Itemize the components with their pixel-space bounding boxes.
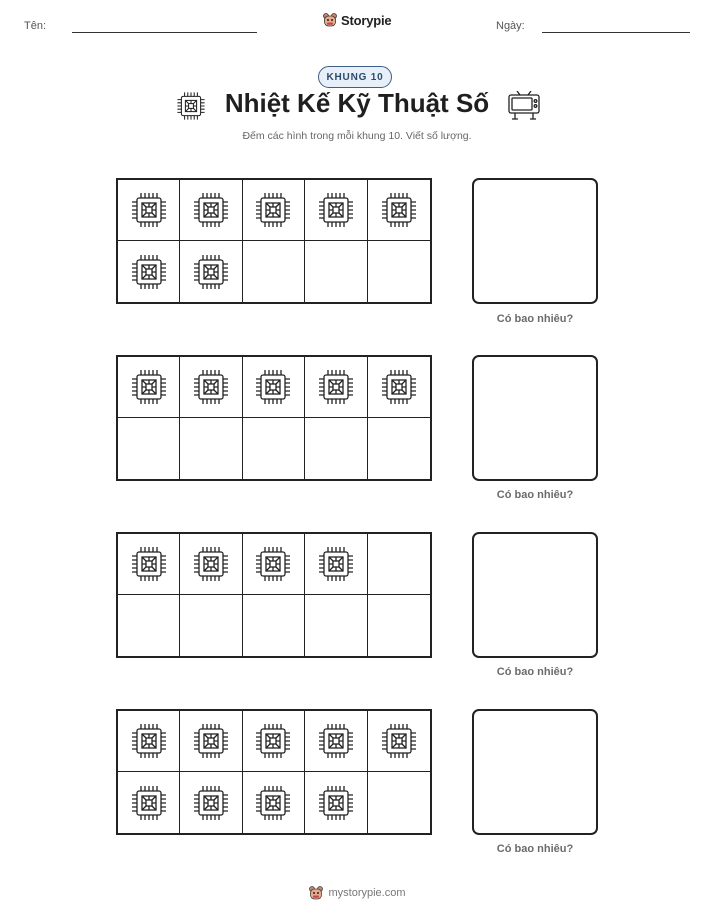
ten-frame-cell (118, 772, 180, 833)
ten-frame-cell (180, 595, 242, 656)
date-line[interactable] (542, 32, 690, 33)
question-label-3: Có bao nhiêu? (496, 666, 574, 678)
ten-frame-cell (305, 418, 367, 479)
chip-icon (379, 367, 419, 407)
name-line[interactable] (72, 32, 257, 33)
ten-frame-1 (116, 178, 432, 304)
ten-frame-cell (243, 595, 305, 656)
ten-frame-cell (243, 418, 305, 479)
answer-box-3[interactable] (472, 532, 598, 658)
ten-frame-cell (368, 418, 430, 479)
ten-frame-4 (116, 709, 432, 835)
answer-box-2[interactable] (472, 355, 598, 481)
ten-frame-cell (305, 772, 367, 833)
ten-frame-cell (368, 534, 430, 595)
ten-frame-cell (368, 241, 430, 302)
chip-icon (253, 783, 293, 823)
brand-logo (322, 12, 391, 28)
chip-icon (379, 190, 419, 230)
ten-frame-cell (180, 357, 242, 418)
ten-frame-cell (180, 180, 242, 241)
ten-frame-cell (243, 772, 305, 833)
ten-frame-cell (305, 711, 367, 772)
name-label: Tên: (24, 20, 47, 32)
chip-icon (316, 367, 356, 407)
ten-frame-cell (118, 357, 180, 418)
ten-frame-cell (305, 357, 367, 418)
tv-icon (506, 91, 542, 123)
storypie-mascot-icon (308, 885, 324, 901)
answer-box-1[interactable] (472, 178, 598, 304)
ten-frame-3 (116, 532, 432, 658)
chip-icon (129, 252, 169, 292)
ten-frame-cell (180, 418, 242, 479)
ten-frame-cell (180, 711, 242, 772)
chip-icon (316, 190, 356, 230)
ten-frame-cell (368, 357, 430, 418)
chip-icon (253, 721, 293, 761)
brand-name: Storypie (341, 12, 392, 28)
chip-icon (191, 190, 231, 230)
ten-frame-cell (305, 534, 367, 595)
chip-icon (316, 783, 356, 823)
chip-icon (253, 544, 293, 584)
footer (0, 885, 714, 901)
ten-frame-cell (118, 595, 180, 656)
date-label: Ngày: (496, 20, 525, 32)
chip-icon (129, 721, 169, 761)
ten-frame-cell (305, 595, 367, 656)
ten-frame-cell (180, 772, 242, 833)
question-label-4: Có bao nhiêu? (496, 843, 574, 855)
ten-frame-cell (180, 534, 242, 595)
chip-icon (129, 367, 169, 407)
chip-icon (316, 544, 356, 584)
ten-frame-cell (368, 711, 430, 772)
chip-icon (316, 721, 356, 761)
page-title: Nhiệt Kế Kỹ Thuật Số (224, 88, 490, 118)
ten-frame-cell (118, 711, 180, 772)
ten-frame-cell (118, 534, 180, 595)
chip-icon (129, 190, 169, 230)
footer-site: mystorypie.com (328, 887, 406, 899)
ten-frame-cell (243, 241, 305, 302)
storypie-mascot-icon (322, 12, 338, 28)
chip-icon (191, 721, 231, 761)
ten-frame-cell (118, 180, 180, 241)
chip-icon (191, 367, 231, 407)
chip-icon (191, 252, 231, 292)
ten-frame-cell (305, 241, 367, 302)
ten-frame-cell (368, 180, 430, 241)
chip-icon (129, 783, 169, 823)
question-label-1: Có bao nhiêu? (496, 313, 574, 325)
worksheet-type-badge: KHUNG 10 (318, 66, 392, 88)
ten-frame-cell (368, 595, 430, 656)
instructions: Đếm các hình trong mỗi khung 10. Viết số lượng. (242, 130, 472, 142)
ten-frame-cell (180, 241, 242, 302)
chip-icon (129, 544, 169, 584)
answer-box-4[interactable] (472, 709, 598, 835)
ten-frame-cell (243, 534, 305, 595)
ten-frame-2 (116, 355, 432, 481)
chip-icon (253, 367, 293, 407)
question-label-2: Có bao nhiêu? (496, 489, 574, 501)
ten-frame-cell (305, 180, 367, 241)
chip-icon (379, 721, 419, 761)
ten-frame-cell (243, 180, 305, 241)
ten-frame-cell (118, 241, 180, 302)
ten-frame-cell (243, 711, 305, 772)
ten-frame-cell (368, 772, 430, 833)
ten-frame-cell (118, 418, 180, 479)
chip-icon (191, 544, 231, 584)
chip-icon (191, 783, 231, 823)
chip-icon (253, 190, 293, 230)
ten-frame-cell (243, 357, 305, 418)
